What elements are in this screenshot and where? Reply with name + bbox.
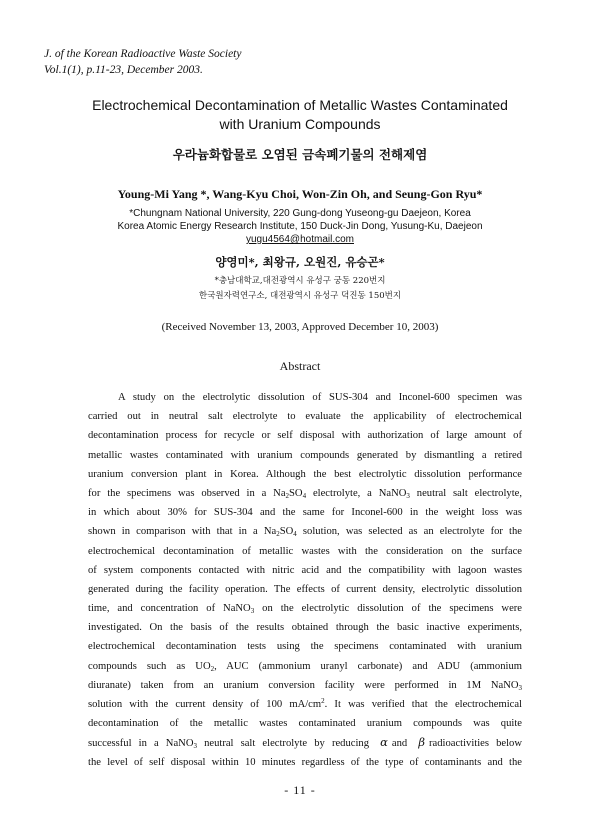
abstract-line: shown in comparison with that in a $Na_2SO_4$ solution, was selected as an electrolyte for the xyxy=(88,526,522,539)
affiliations xyxy=(40,207,560,246)
abstract-line: decontamination of the metallic wastes contaminated uranium compounds was quite xyxy=(88,718,522,730)
abstract-line: diuranate) taken from an uranium conversion facility were performed in 1M NaNO$_3$ xyxy=(88,679,522,692)
abstract-line: time, and concentration of NaNO$_3$ on the electrolytic dissolution of the specimens were xyxy=(88,603,522,616)
abstract-line: generated during the facility operation. The effects of current density, electrolytic dissolution xyxy=(88,583,522,595)
abstract-body xyxy=(88,388,522,772)
abstract-line: of system components contacted with nitric acid and the compatibility with lagoon wastes xyxy=(88,564,522,576)
journal-name: J. of the Korean Radioactive Waste Society xyxy=(44,48,242,60)
abstract-line: the level of self disposal within 10 minutes regardless of the type of contaminants and the xyxy=(88,756,522,768)
paper-title xyxy=(60,96,540,134)
abstract-line: in which about 30% for SUS-304 and the same for Inconel-600 in the weight loss was xyxy=(88,507,522,519)
korean-affiliation-2: 한국원자력연구소, 대전광역시 유성구 덕진동 150번지 xyxy=(198,291,402,301)
korean-affiliations xyxy=(40,274,560,304)
paper-title-line2: with Uranium Compounds xyxy=(219,116,381,132)
affiliation-2: Korea Atomic Energy Research Institute, 150 Duck-Jin Dong, Yusung-Ku, Daejeon xyxy=(117,221,483,232)
journal-volume: Vol.1(1), p.11-23, December 2003. xyxy=(44,64,203,76)
korean-affiliation-1: *충남대학교,대전광역시 유성구 궁동 220번지 xyxy=(214,276,386,286)
alpha-symbol: α xyxy=(380,735,388,750)
abstract-heading: Abstract xyxy=(279,359,321,373)
abstract-line: investigated. On the basis of the results obtained through the basic inactive experiments, xyxy=(88,622,522,634)
beta-symbol: β xyxy=(418,735,425,750)
abstract-line: A study on the electrolytic dissolution of SUS-304 and Inconel-600 specimen was xyxy=(118,392,522,403)
abstract-line: decontamination process for recycle or self disposal with authorization of large amount of xyxy=(88,430,522,442)
affiliation-1: *Chungnam National University, 220 Gung-dong Yuseong-gu Daejeon, Korea xyxy=(129,208,471,219)
abstract-line: compounds such as $UO_2$, AUC (ammonium uranyl carbonate) and ADU (ammonium xyxy=(88,660,522,673)
author-list: Young-Mi Yang *, Wang-Kyu Choi, Won-Zin Oh, and Seung-Gon Ryu* xyxy=(117,187,483,201)
journal-citation xyxy=(44,46,241,78)
abstract-line: carried out in neutral salt electrolyte to evaluate the applicability of electrochemical xyxy=(88,411,522,423)
abstract-line: solution with the current density of 100 $mA/cm^2$. It was verified that the electrochemical xyxy=(88,697,522,710)
received-dates: (Received November 13, 2003, Approved December 10, 2003) xyxy=(161,321,439,333)
abstract-line: electrochemical decontamination of metallic wastes with the consideration on the surface xyxy=(88,545,522,557)
page-number: - 11 - xyxy=(284,783,316,797)
abstract-line: metallic wastes contaminated with uranium compounds generated by dismantling a retired xyxy=(88,449,522,461)
abstract-line: uranium conversion plant in Korea. Although the best electrolytic dissolution performance xyxy=(88,468,522,480)
abstract-line: for the specimens was observed in a $Na_2SO_4$ electrolyte, a NaNO$_3$ neutral salt electrolyte, xyxy=(88,487,522,500)
paper-title-line1: Electrochemical Decontamination of Metallic Wastes Contaminated xyxy=(92,97,508,113)
abstract-line: successful in a NaNO$_3$ neutral salt electrolyte by reducing α and β radioactivities below xyxy=(88,735,523,751)
author-email-link[interactable]: yugu4564@hotmail.com xyxy=(246,234,354,245)
korean-author-list: 양영미*, 최왕규, 오원진, 유승곤* xyxy=(215,255,385,269)
abstract-line: electrochemical decontamination tests using the specimens contaminated with uranium xyxy=(88,641,522,653)
korean-title: 우라늄화합물로 오염된 금속폐기물의 전해제염 xyxy=(172,147,428,162)
